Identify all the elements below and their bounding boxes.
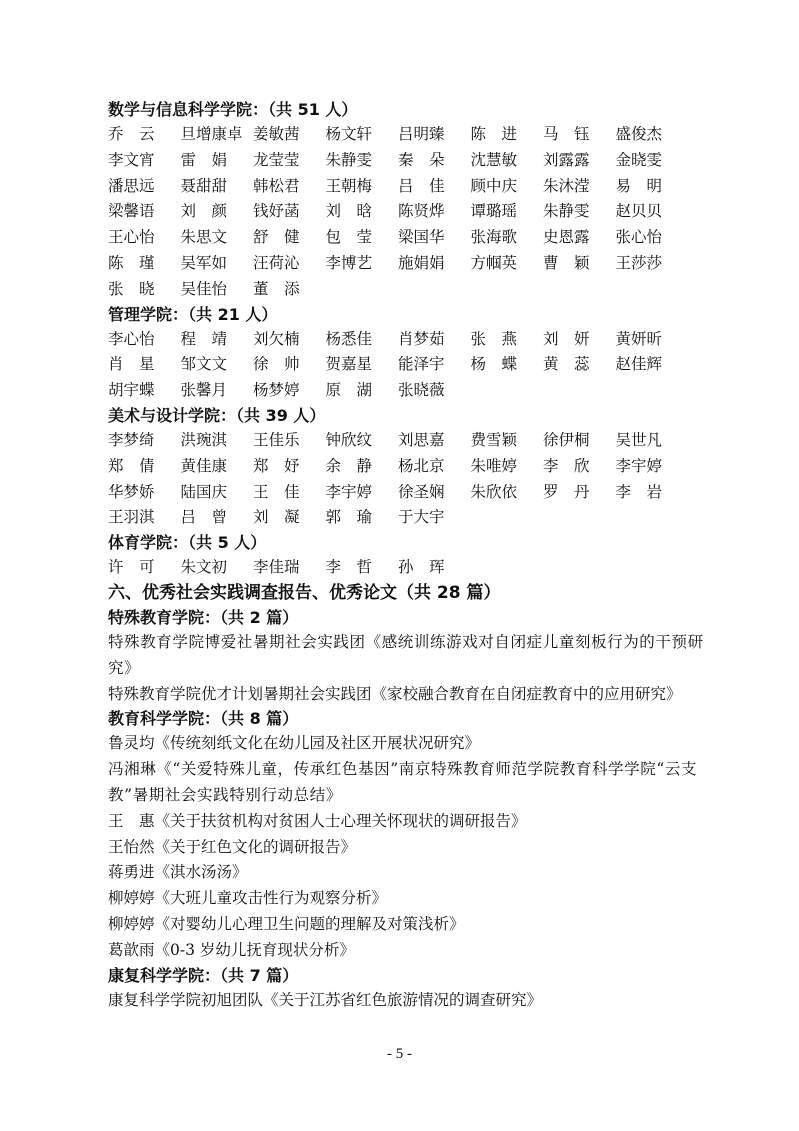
person-name: 陈 进 — [470, 125, 518, 143]
report-entry: 柳婷婷《大班儿童攻击性行为观察分析》 — [108, 889, 388, 908]
person-name: 刘欠楠 — [253, 329, 300, 348]
person-name: 肖梦茹 — [398, 329, 445, 348]
person-name: 胡宇蝶 — [108, 381, 155, 400]
person-name: 杨悉佳 — [325, 329, 373, 348]
person-name: 张心怡 — [615, 228, 663, 247]
person-name: 黄佳康 — [180, 456, 228, 475]
person-name: 李 岩 — [615, 482, 663, 501]
report-entry: 蒋勇进《淇水汤汤》 — [108, 863, 248, 882]
person-name: 朱文初 — [180, 558, 228, 577]
person-name: 许 可 — [108, 558, 155, 577]
person-name: 龙莹莹 — [253, 150, 300, 169]
person-name: 朱静雯 — [543, 202, 590, 221]
person-name: 王佳乐 — [253, 430, 300, 449]
person-name: 杨文轩 — [325, 125, 373, 143]
group-heading: 特殊教育学院：（共 2 篇） — [108, 607, 299, 627]
name-list — [108, 555, 708, 581]
person-name: 施娟娟 — [398, 253, 445, 272]
person-name: 杨北京 — [398, 456, 445, 475]
person-name: 陈贤烨 — [398, 202, 445, 221]
person-name: 刘 颜 — [180, 202, 228, 221]
person-name: 肖 星 — [108, 355, 155, 374]
group-heading: 康复科学学院：（共 7 篇） — [108, 965, 299, 985]
person-name: 吴世凡 — [615, 430, 663, 449]
person-name: 杨梦婷 — [253, 381, 300, 400]
person-name: 徐圣娴 — [398, 482, 445, 501]
person-name: 李佳瑞 — [253, 558, 300, 577]
person-name: 梁馨语 — [108, 202, 155, 221]
person-name: 刘 妍 — [543, 329, 590, 348]
person-name: 朱唯婷 — [470, 456, 518, 475]
section-heading: 体育学院：（共 5 人） — [108, 533, 267, 553]
person-name: 包 莹 — [325, 228, 373, 247]
report-entry: 鲁灵均《传统刻纸文化在幼儿园及社区开展状况研究》 — [108, 734, 481, 753]
person-name: 金晓雯 — [615, 150, 663, 169]
name-row — [108, 480, 708, 506]
report-entry: 王怡然《关于红色文化的调研报告》 — [108, 837, 357, 856]
person-name: 能泽宇 — [398, 355, 445, 374]
person-name: 杨 蝶 — [470, 355, 518, 374]
person-name: 费雪颖 — [470, 430, 518, 449]
name-list — [108, 327, 708, 404]
name-row — [108, 505, 708, 531]
person-name: 贺嘉星 — [325, 355, 373, 374]
person-name: 原 湖 — [325, 381, 373, 400]
person-name: 刘露露 — [543, 150, 590, 169]
name-list — [108, 122, 708, 303]
person-name: 旦增康卓 — [180, 125, 243, 143]
person-name: 余 静 — [325, 456, 373, 475]
person-name: 黄 蕊 — [543, 355, 590, 374]
person-name: 吕明臻 — [398, 125, 445, 143]
person-name: 谭璐瑶 — [470, 202, 518, 221]
person-name: 李文宵 — [108, 150, 155, 169]
person-name: 邹文文 — [180, 355, 228, 374]
person-name: 朱静雯 — [325, 150, 373, 169]
person-name: 汪荷沁 — [253, 253, 300, 272]
name-row — [108, 327, 708, 353]
person-name: 陆国庆 — [180, 482, 228, 501]
name-row — [108, 251, 708, 277]
person-name: 王莎莎 — [615, 253, 663, 272]
name-row — [108, 555, 708, 581]
person-name: 曹 颖 — [543, 253, 590, 272]
person-name: 易 明 — [615, 176, 663, 195]
person-name: 华梦娇 — [108, 482, 155, 501]
person-name: 秦 朵 — [398, 150, 445, 169]
report-entry: 康复科学学院初旭团队《关于江苏省红色旅游情况的调查研究》 — [108, 990, 543, 1009]
person-name: 张 燕 — [470, 329, 518, 348]
person-name: 李宇婷 — [615, 456, 663, 475]
person-name: 雷 娟 — [180, 150, 228, 169]
person-name: 李博艺 — [325, 253, 373, 272]
person-name: 郑 倩 — [108, 456, 155, 475]
person-name: 李 哲 — [325, 558, 373, 577]
name-row — [108, 199, 708, 225]
person-name: 盛俊杰 — [615, 125, 663, 143]
group-heading: 教育科学学院：（共 8 篇） — [108, 709, 299, 729]
person-name: 朱沐滢 — [543, 176, 590, 195]
person-name: 沈慧敏 — [470, 150, 518, 169]
report-entry: 冯湘琳《“关爱特殊儿童，传承红色基因”南京特殊教育师范学院教育科学学院“云支教”暑期社会实践特别行动总结》 — [108, 760, 698, 804]
person-name: 张海歌 — [470, 228, 518, 247]
person-name: 郭 瑜 — [325, 508, 373, 527]
person-name: 郑 妤 — [253, 456, 300, 475]
person-name: 李梦绮 — [108, 430, 155, 449]
person-name: 朱欣依 — [470, 482, 518, 501]
person-name: 王心怡 — [108, 228, 155, 247]
person-name: 张 晓 — [108, 279, 155, 298]
section-heading: 管理学院：（共 21 人） — [108, 304, 278, 324]
person-name: 吕 佳 — [398, 176, 445, 195]
person-name: 王 佳 — [253, 482, 300, 501]
name-row — [108, 225, 708, 251]
person-name: 梁国华 — [398, 228, 445, 247]
person-name: 黄妍昕 — [615, 329, 663, 348]
person-name: 程 靖 — [180, 329, 228, 348]
report-entry: 特殊教育学院优才计划暑期社会实践团《家校融合教育在自闭症教育中的应用研究》 — [108, 684, 682, 703]
person-name: 刘思嘉 — [398, 430, 445, 449]
person-name: 潘思远 — [108, 176, 155, 195]
person-name: 赵贝贝 — [615, 202, 663, 221]
person-name: 张馨月 — [180, 381, 228, 400]
person-name: 聂甜甜 — [180, 176, 228, 195]
person-name: 顾中庆 — [470, 176, 518, 195]
name-row — [108, 352, 708, 378]
name-row — [108, 148, 708, 174]
section-heading: 美术与设计学院：（共 39 人） — [108, 405, 326, 425]
person-name: 李宇婷 — [325, 482, 373, 501]
person-name: 史恩露 — [543, 228, 590, 247]
person-name: 姜敏茜 — [253, 125, 300, 143]
person-name: 陈 瑾 — [108, 253, 155, 272]
person-name: 王朝梅 — [325, 176, 373, 195]
person-name: 李心怡 — [108, 329, 155, 348]
person-name: 吕 曾 — [180, 508, 228, 527]
person-name: 赵佳辉 — [615, 355, 663, 374]
page-content — [108, 98, 708, 1013]
part-heading: 六、优秀社会实践调查报告、优秀论文（共 28 篇） — [108, 582, 501, 603]
person-name: 韩松君 — [253, 176, 300, 195]
section-heading: 数学与信息科学学院：（共 51 人） — [108, 100, 358, 119]
person-name: 方帼英 — [470, 253, 518, 272]
person-name: 罗 丹 — [543, 482, 590, 501]
person-name: 张晓薇 — [398, 381, 445, 400]
name-row — [108, 428, 708, 454]
name-row — [108, 454, 708, 480]
person-name: 李 欣 — [543, 456, 590, 475]
name-row — [108, 277, 708, 303]
person-name: 徐伊桐 — [543, 430, 590, 449]
person-name: 洪琬淇 — [180, 430, 228, 449]
person-name: 舒 健 — [253, 228, 300, 247]
page-number: - 5 - — [387, 1046, 412, 1062]
name-row — [108, 174, 708, 200]
report-entry: 葛歆雨《0-3 岁幼儿抚育现状分析》 — [108, 940, 355, 959]
person-name: 董 添 — [253, 279, 300, 298]
person-name: 孙 珲 — [398, 558, 445, 577]
person-name: 徐 帅 — [253, 355, 300, 374]
person-name: 钟欣纹 — [325, 430, 373, 449]
person-name: 钱妤菡 — [253, 202, 300, 221]
name-row — [108, 122, 708, 148]
person-name: 王羽淇 — [108, 508, 155, 527]
report-entry: 特殊教育学院博爱社暑期社会实践团《感统训练游戏对自闭症儿童刻板行为的干预研究》 — [108, 632, 704, 677]
person-name: 于大宇 — [398, 508, 445, 527]
name-row — [108, 378, 708, 404]
person-name: 吴军如 — [180, 253, 228, 272]
report-entry: 王 惠《关于扶贫机构对贫困人士心理关怀现状的调研报告》 — [108, 811, 527, 830]
person-name: 马 钰 — [543, 125, 590, 143]
person-name: 吴佳怡 — [180, 279, 228, 298]
person-name: 朱思文 — [180, 228, 228, 247]
report-entry: 柳婷婷《对婴幼儿心理卫生问题的理解及对策浅析》 — [108, 914, 465, 933]
name-list — [108, 428, 708, 531]
person-name: 乔 云 — [108, 125, 155, 143]
person-name: 刘 凝 — [253, 508, 300, 527]
person-name: 刘 晗 — [325, 202, 373, 221]
